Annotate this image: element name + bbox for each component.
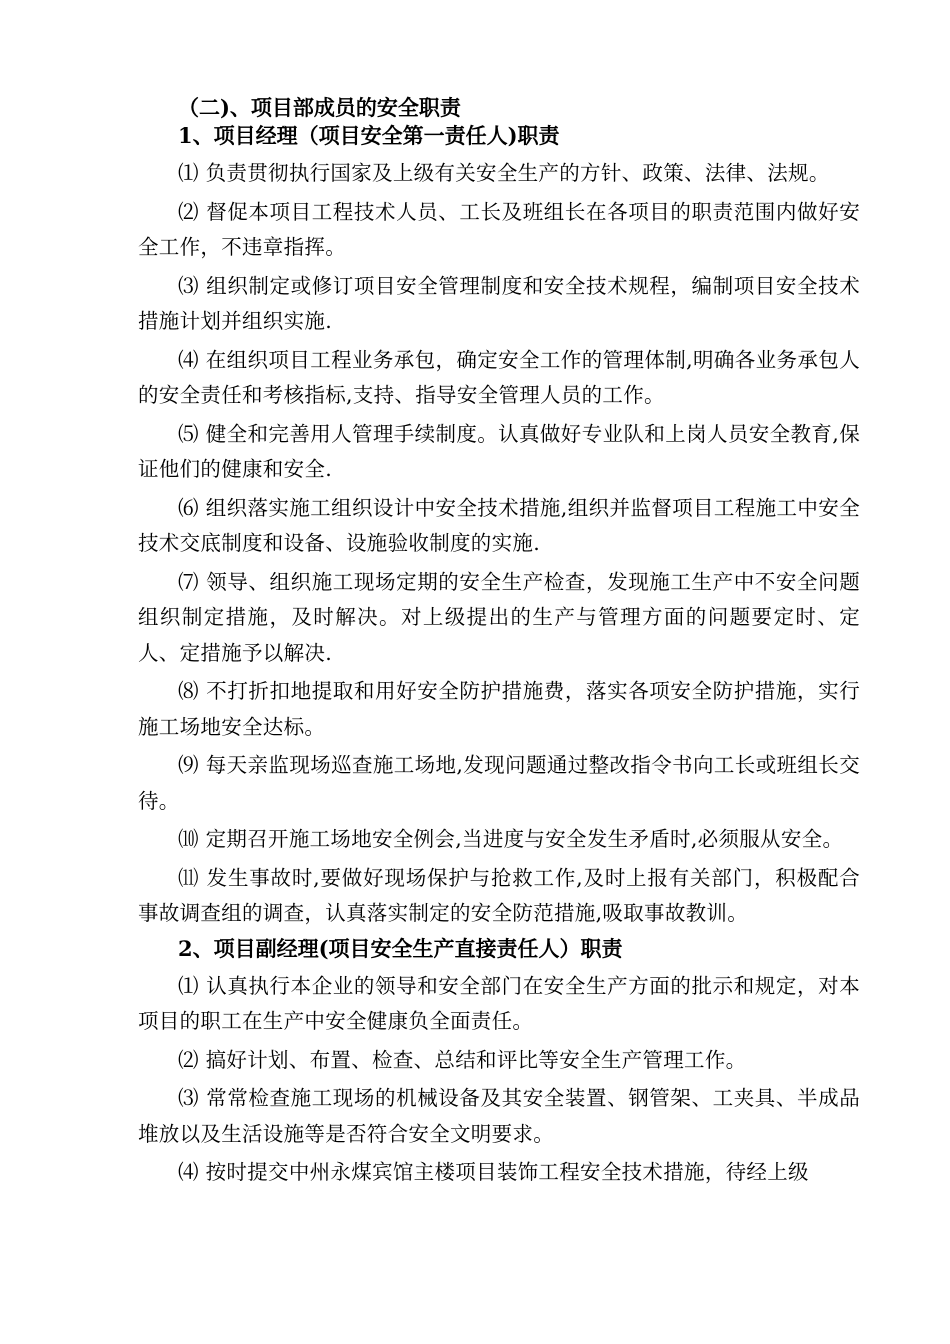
manager-item-7: ⑺ 领导、组织施工现场定期的安全生产检查，发现施工生产中不安全问题组织制定措施，及时解决。对上级提出的生产与管理方面的问题要定时、定人、定措施予以解决. [138, 569, 860, 665]
deputy-item-2: ⑵ 搞好计划、布置、检查、总结和评比等安全生产管理工作。 [178, 1047, 747, 1072]
deputy-item-1: ⑴ 认真执行本企业的领导和安全部门在安全生产方面的批示和规定，对本项目的职工在生产中安全健康负全面责任。 [138, 973, 860, 1033]
manager-item-9: ⑼ 每天亲监现场巡查施工场地,发现问题通过整改指令书向工长或班组长交待。 [138, 753, 860, 813]
document-page [138, 94, 860, 1194]
deputy-heading: 2、项目副经理(项目安全生产直接责任人）职责 [178, 935, 623, 961]
manager-item-2: ⑵ 督促本项目工程技术人员、工长及班组长在各项目的职责范围内做好安全工作，不违章指挥。 [138, 199, 860, 259]
manager-item-10: ⑽ 定期召开施工场地安全例会,当进度与安全发生矛盾时,必须服从安全。 [178, 827, 844, 851]
deputy-item-4: ⑷ 按时提交中州永煤宾馆主楼项目装饰工程安全技术措施，待经上级 [178, 1160, 809, 1184]
manager-item-3: ⑶ 组织制定或修订项目安全管理制度和安全技术规程，编制项目安全技术措施计划并组织实施. [138, 273, 860, 333]
manager-item-4: ⑷ 在组织项目工程业务承包，确定安全工作的管理体制,明确各业务承包人的安全责任和考核指标,支持、指导安全管理人员的工作。 [138, 347, 860, 407]
manager-item-11: ⑾ 发生事故时,要做好现场保护与抢救工作,及时上报有关部门，积极配合事故调查组的调查，认真落实制定的安全防范措施,吸取事故教训。 [138, 865, 860, 925]
manager-item-1: ⑴ 负责贯彻执行国家及上级有关安全生产的方针、政策、法律、法规。 [178, 161, 830, 185]
manager-heading: 1、项目经理（项目安全第一责任人)职责 [178, 123, 560, 148]
deputy-item-3: ⑶ 常常检查施工现场的机械设备及其安全装置、钢管架、工夹具、半成品堆放以及生活设施等是否符合安全文明要求。 [138, 1086, 860, 1146]
manager-item-5: ⑸ 健全和完善用人管理手续制度。认真做好专业队和上岗人员安全教育,保证他们的健康和安全. [138, 421, 860, 481]
section-title: （二)、项目部成员的安全职责 [178, 95, 461, 120]
manager-item-6: ⑹ 组织落实施工组织设计中安全技术措施,组织并监督项目工程施工中安全技术交底制度和设备、设施验收制度的实施. [138, 495, 860, 555]
manager-item-8: ⑻ 不打折扣地提取和用好安全防护措施费，落实各项安全防护措施，实行施工场地安全达标。 [138, 679, 860, 739]
